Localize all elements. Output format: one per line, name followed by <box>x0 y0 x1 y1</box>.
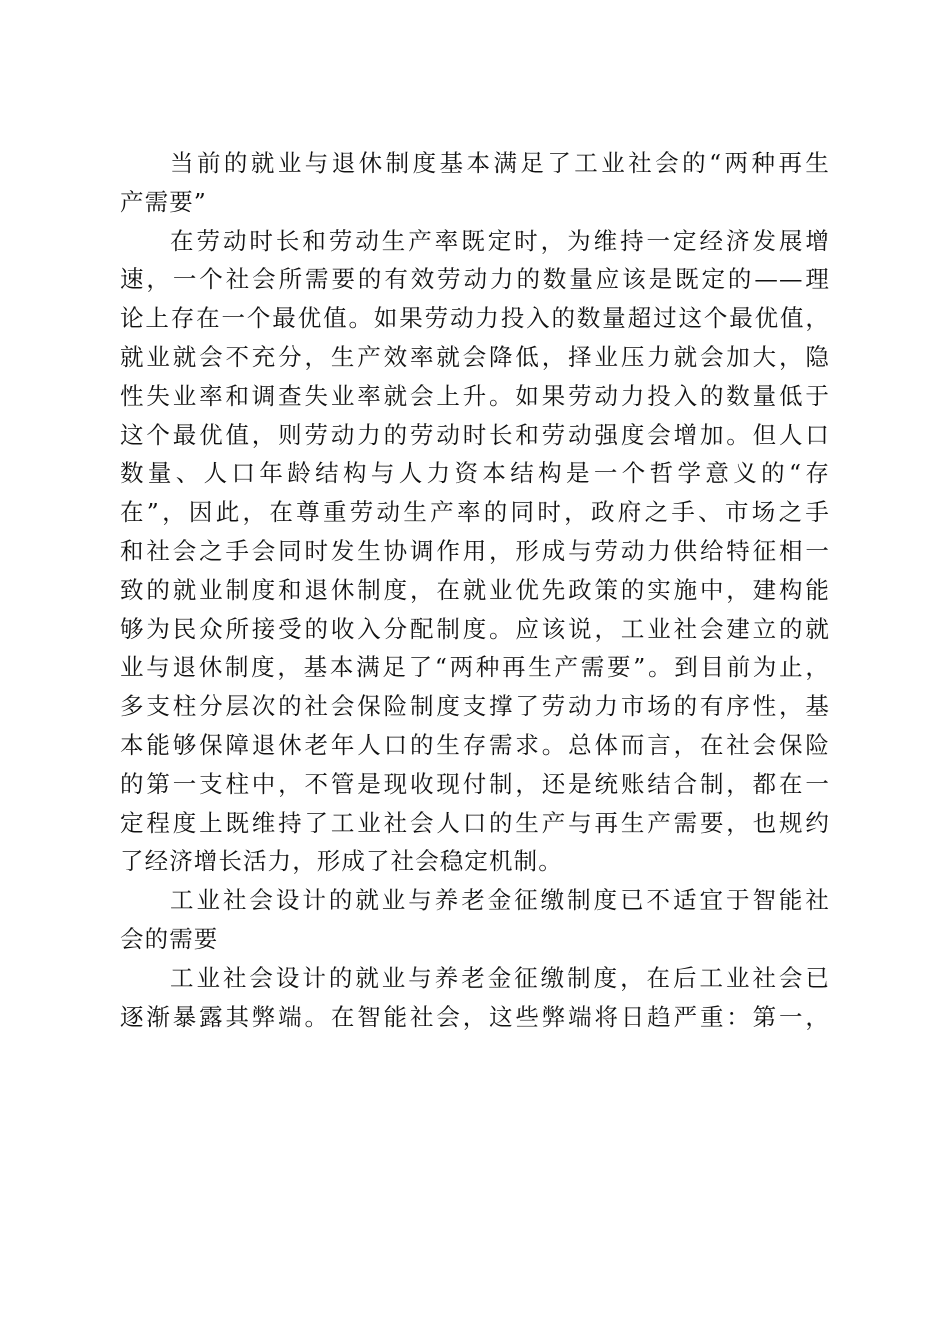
text-line: 数量、人口年龄结构与人力资本结构是一个哲学意义的“存 <box>120 459 830 488</box>
text-line: 和社会之手会同时发生协调作用，形成与劳动力供给特征相一 <box>120 536 830 565</box>
text-line: 多支柱分层次的社会保险制度支撑了劳动力市场的有序性，基 <box>120 692 830 721</box>
text-line: 工业社会设计的就业与养老金征缴制度，在后工业社会已 <box>170 963 830 992</box>
text-line: 会的需要 <box>120 924 219 953</box>
body-paragraph <box>120 959 830 1037</box>
text-line: 产需要” <box>120 187 207 216</box>
text-line: 够为民众所接受的收入分配制度。应该说，工业社会建立的就 <box>120 614 830 643</box>
text-line: 业与退休制度，基本满足了“两种再生产需要”。到目前为止， <box>120 653 830 682</box>
text-line: 的第一支柱中，不管是现收现付制，还是统账结合制，都在一 <box>120 769 830 798</box>
text-line: 在劳动时长和劳动生产率既定时，为维持一定经济发展增 <box>170 226 830 255</box>
document-page <box>120 144 830 1036</box>
section-heading <box>120 144 830 222</box>
text-line: 定程度上既维持了工业社会人口的生产与再生产需要，也规约 <box>120 808 830 837</box>
text-line: 在”，因此，在尊重劳动生产率的同时，政府之手、市场之手 <box>120 498 830 527</box>
text-line: 本能够保障退休老年人口的生存需求。总体而言，在社会保险 <box>120 730 830 759</box>
text-line: 工业社会设计的就业与养老金征缴制度已不适宜于智能社 <box>170 886 830 915</box>
text-line: 就业就会不充分，生产效率就会降低，择业压力就会加大，隐 <box>120 342 830 371</box>
text-line: 当前的就业与退休制度基本满足了工业社会的“两种再生 <box>170 149 830 177</box>
section-heading <box>120 881 830 959</box>
text-line: 速，一个社会所需要的有效劳动力的数量应该是既定的——理 <box>120 265 830 294</box>
text-line: 这个最优值，则劳动力的劳动时长和劳动强度会增加。但人口 <box>120 420 830 449</box>
text-line: 逐渐暴露其弊端。在智能社会，这些弊端将日趋严重：第一， <box>120 1002 830 1031</box>
text-line: 致的就业制度和退休制度，在就业优先政策的实施中，建构能 <box>120 575 830 604</box>
text-line: 了经济增长活力，形成了社会稳定机制。 <box>120 847 563 876</box>
body-paragraph <box>120 222 830 882</box>
text-line: 论上存在一个最优值。如果劳动力投入的数量超过这个最优值， <box>120 304 830 333</box>
text-line: 性失业率和调查失业率就会上升。如果劳动力投入的数量低于 <box>120 381 830 410</box>
